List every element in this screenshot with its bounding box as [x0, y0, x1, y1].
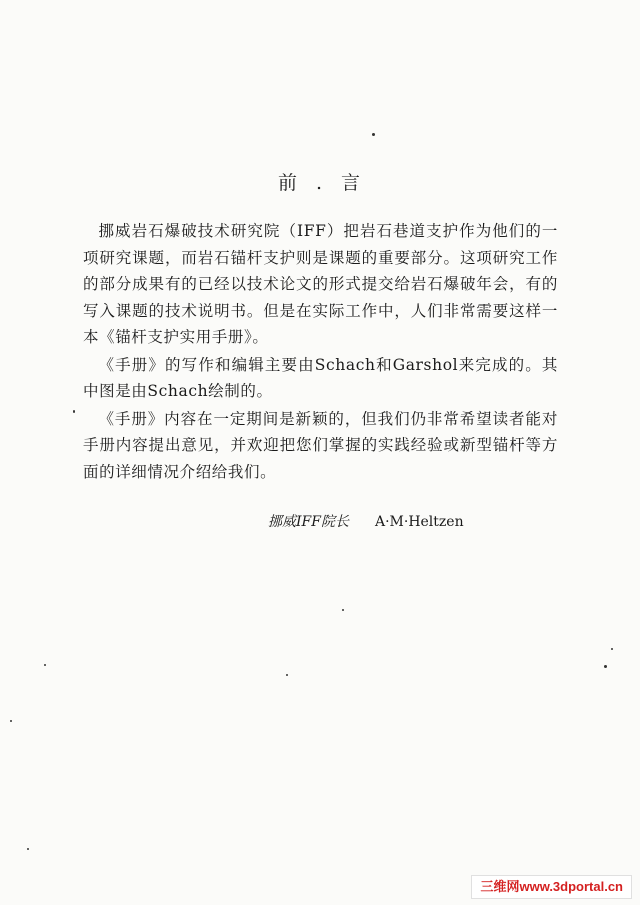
- signature: [268, 512, 568, 532]
- scan-speck: [342, 609, 344, 611]
- scan-speck: [73, 410, 75, 413]
- signature-name: A·M·Heltzen: [374, 514, 464, 530]
- signature-org: 挪威IFF院长: [268, 514, 349, 530]
- scan-speck: [611, 648, 613, 650]
- title-left-char: 前: [277, 172, 299, 194]
- preface-body: [83, 218, 558, 486]
- paragraph-3: 《手册》内容在一定期间是新颖的，但我们仍非常希望读者能对手册内容提出意见，并欢迎把您们掌握的实践经验或新型锚杆等方面的详细情况介绍给我们。: [83, 409, 558, 481]
- title-right-char: 言: [341, 172, 363, 194]
- paragraph-1: 挪威岩石爆破技术研究院（IFF）把岩石巷道支护作为他们的一项研究课题，而岩石锚杆支护则是课题的重要部分。这项研究工作的部分成果有的已经以技术论文的形式提交给岩石爆破年会，有的写入课题的技术说明书。但是在实际工作中，人们非常需要这样一本《锚杆支护实用手册》。: [83, 222, 558, 346]
- watermark-logo: 三维网www.3dportal.cn: [471, 875, 632, 899]
- page-title: [0, 168, 640, 195]
- paragraph-2: 《手册》的写作和编辑主要由Schach和Garshol来完成的。其中图是由Schach绘制的。: [83, 355, 558, 400]
- scan-speck: [604, 665, 607, 668]
- scan-speck: [286, 674, 288, 676]
- scan-speck: [372, 133, 375, 136]
- title-separator: .: [315, 172, 325, 194]
- scan-speck: [44, 664, 46, 666]
- scan-speck: [10, 720, 12, 722]
- scan-speck: [27, 848, 29, 850]
